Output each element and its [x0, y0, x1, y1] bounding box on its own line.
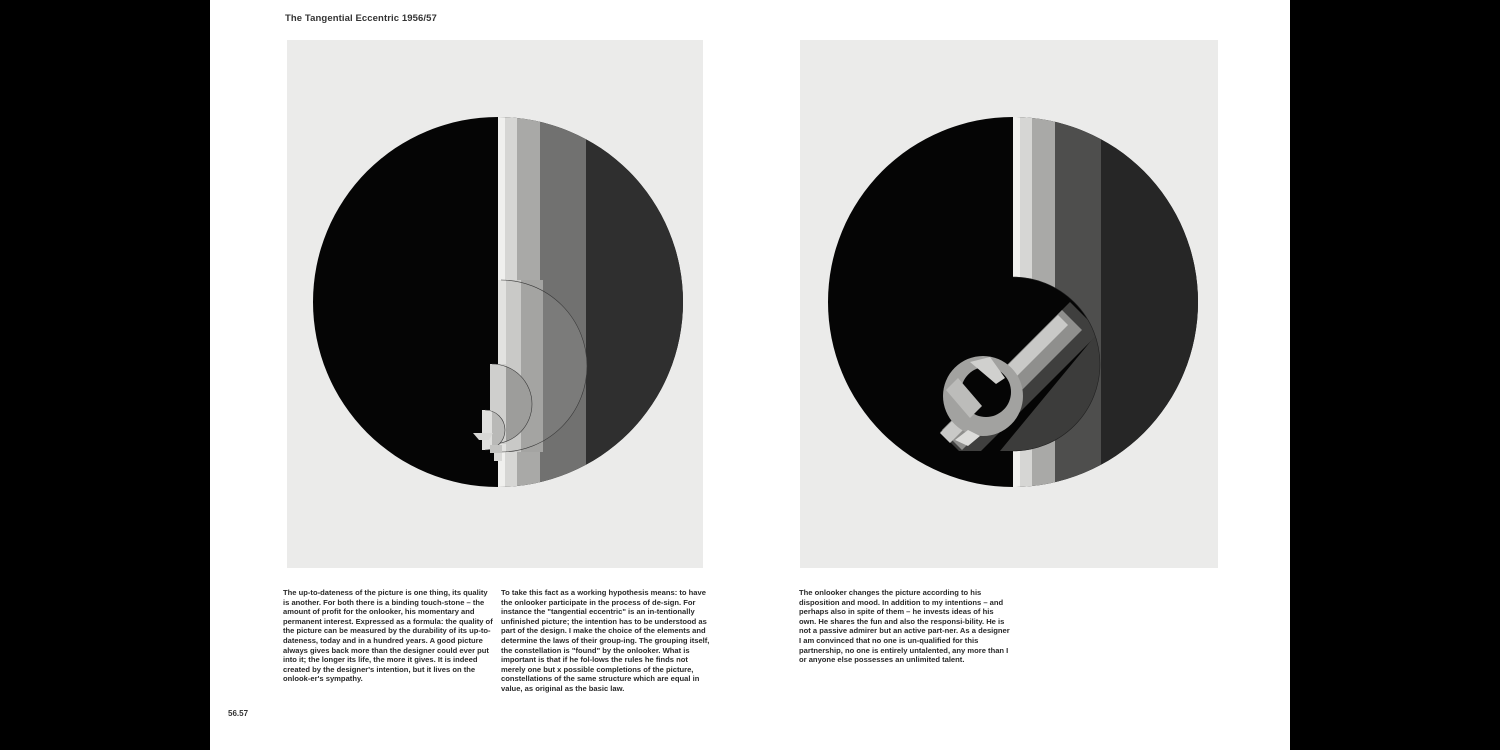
body-text-column-2: To take this fact as a working hypothesis means: to have the onlooker participate in the process of de-sign. For instance the "tangential eccentric" is an in-tentionally unfinished picture; the intention has to be understood as part of the design. I make the choice of the elements and determine the laws of their group-ing. The grouping itself, the constellation is "found" by the onlooker. What is important is that if he fol-lows the rules he finds not merely one but x possible completions of the picture, constellations of the same structure which are equal in value, as original as the basic law. [501, 588, 710, 693]
book-spread [210, 0, 1290, 750]
tangential-eccentric-artwork-1 [287, 40, 703, 568]
running-head: The Tangential Eccentric 1956/57 [285, 13, 437, 24]
artwork-plate-left [287, 40, 703, 568]
body-text-column-1: The up-to-dateness of the picture is one thing, its quality is another. For both there is a binding touch-stone – the amount of profit for the onlooker, his momentary and permanent interest. Expressed as a formula: the quality of the picture can be measured by the durability of its up-to-dateness, today and in a hundred years. A good picture always gives back more than the designer could ever put into it; the longer its life, the more it gives. It is indeed created by the designer's intention, but it lives on the onlook-er's sympathy. [283, 588, 493, 684]
body-text-column-3: The onlooker changes the picture according to his disposition and mood. In addition to my intentions – and perhaps also in spite of them – he invests ideas of his own. He shares the fun and also the responsi-bility. He is not a passive admirer but an active part-ner. As a designer I am convinced that no one is un-qualified for this partnership, no one is entirely untalented, any more than I or anyone else possesses an unlimited talent. [799, 588, 1010, 665]
page-number: 56.57 [228, 709, 249, 718]
artwork-plate-right [800, 40, 1218, 568]
tangential-eccentric-artwork-2 [800, 40, 1218, 568]
